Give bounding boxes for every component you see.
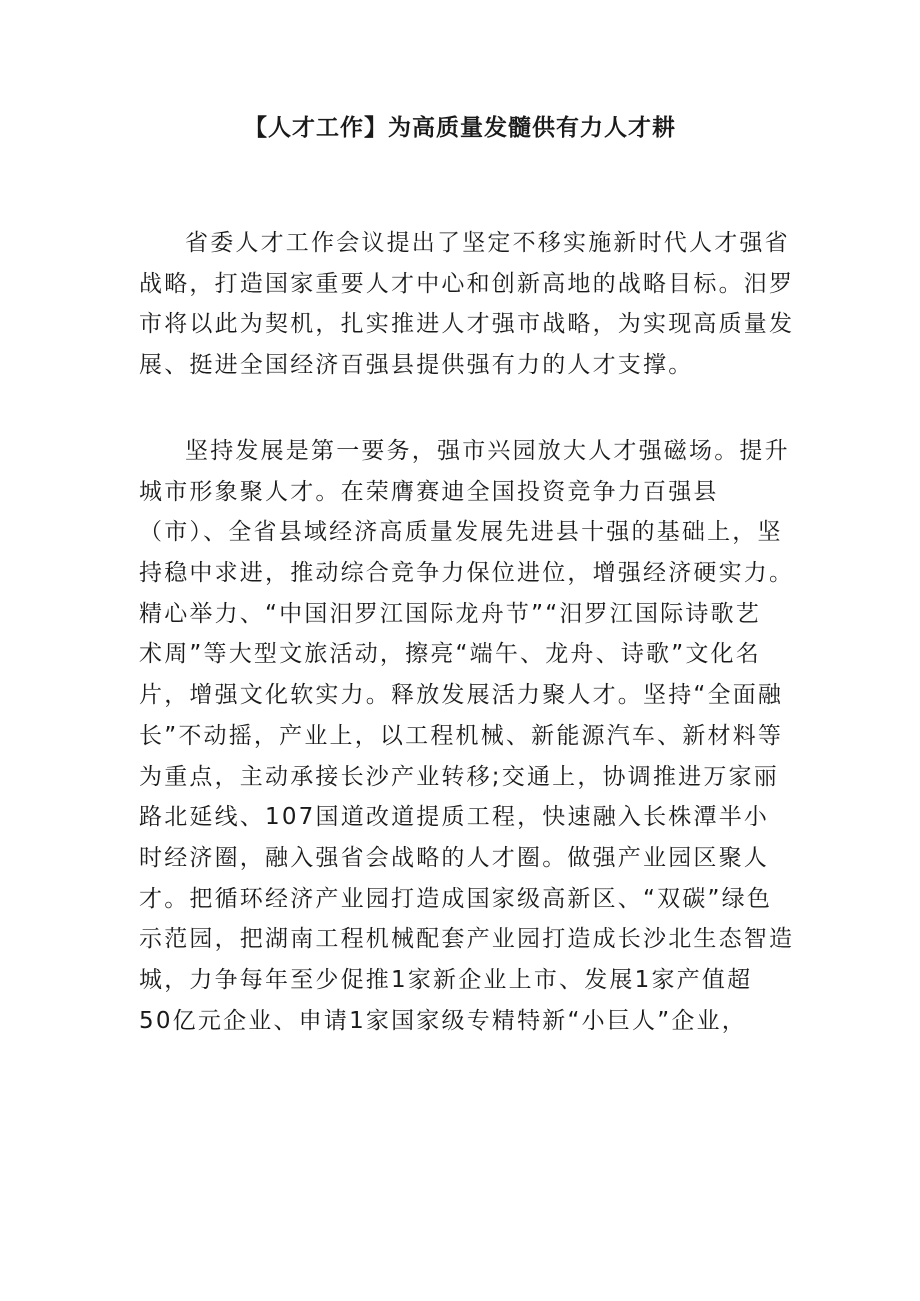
paragraph-line: 坚持发展是第一要务，强市兴园放大人才强磁场。提升 — [185, 438, 790, 464]
paragraph-line: 持稳中求进，推动综合竞争力保位进位，增强经济硬实力。 — [139, 560, 795, 587]
paragraph-line: 城市形象聚人才。在荣膺赛迪全国投资竞争力百强县 — [139, 478, 719, 505]
paragraph-line: 精心举力、“中国汨罗江国际龙舟节”“汨罗江国际诗歌艺 — [139, 600, 761, 627]
paragraph-line: 片，增强文化软实力。释放发展活力聚人才。坚持“全面融 — [139, 682, 784, 709]
document-title: 【人才工作】为高质量发髓供有力人才耕 — [244, 115, 676, 141]
paragraph-1 — [139, 223, 795, 386]
paragraph-line: 城，力争每年至少促推1家新企业上市、发展1家产值超 — [139, 966, 753, 993]
paragraph-line: 50亿元企业、申请1家国家级专精特新“小巨人”企业， — [139, 1007, 747, 1034]
paragraph-line: 路北延线、107国道改道提质工程，快速融入长株潭半小 — [139, 804, 770, 831]
paragraph-line: （市）、全省县域经济高质量发展先进县十强的基础上，坚 — [139, 519, 783, 546]
paragraph-line: 省委人才工作会议提出了坚定不移实施新时代人才强省 — [185, 230, 790, 256]
paragraph-line: 战略，打造国家重要人才中心和创新高地的战略目标。汨罗 — [139, 270, 795, 297]
paragraph-line: 时经济圈，融入强省会战略的人才圈。做强产业园区聚人 — [139, 844, 769, 871]
paragraph-line: 术周”等大型文旅活动，擦亮“端午、龙舟、诗歌”文化名 — [139, 641, 761, 668]
paragraph-line: 展、挺进全国经济百强县提供强有力的人才支撑。 — [139, 352, 694, 379]
paragraph-2 — [139, 431, 795, 1041]
paragraph-line: 才。把循环经济产业园打造成国家级高新区、“双碳”绿色 — [139, 885, 773, 912]
paragraph-line: 市将以此为契机，扎实推进人才强市战略，为实现高质量发 — [139, 311, 795, 338]
paragraph-line: 示范园，把湖南工程机械配套产业园打造成长沙北生态智造 — [139, 926, 795, 953]
paragraph-line: 长”不动摇，产业上，以工程机械、新能源汽车、新材料等 — [139, 722, 784, 749]
paragraph-line: 为重点，主动承接长沙产业转移;交通上，协调推进万家丽 — [139, 763, 779, 790]
